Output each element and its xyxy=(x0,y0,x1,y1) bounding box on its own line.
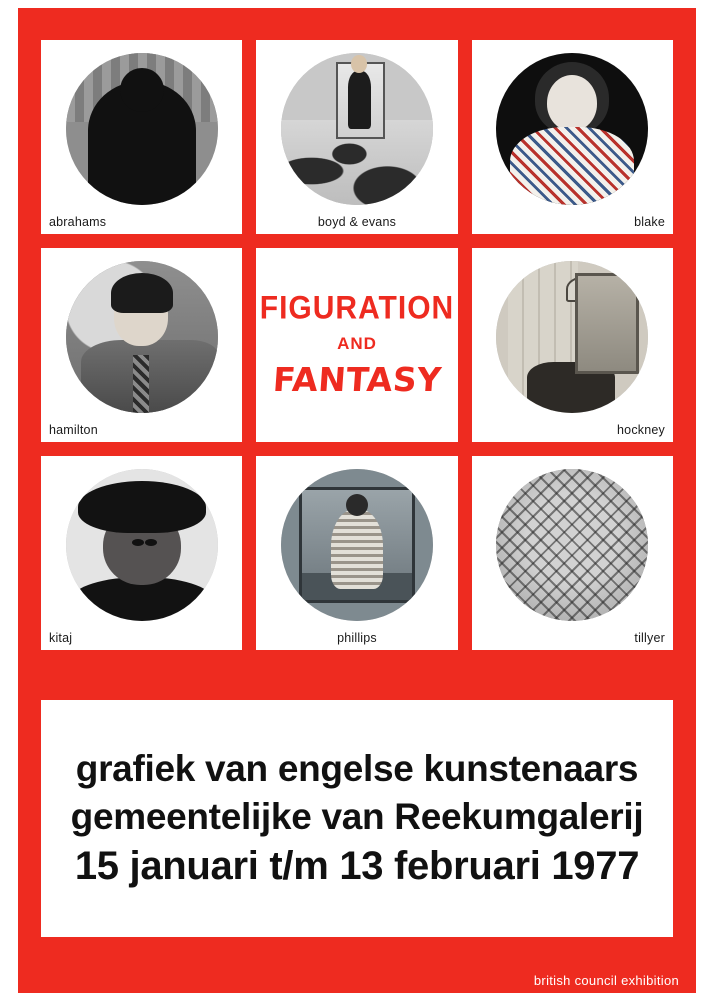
artwork-image-blake xyxy=(496,53,648,205)
artwork-abrahams-illustration xyxy=(66,53,218,205)
tie-shape xyxy=(133,355,149,413)
artwork-cell-hamilton xyxy=(41,248,242,442)
artwork-grid xyxy=(41,40,673,650)
artwork-image-hockney xyxy=(496,261,648,413)
artist-caption-kitaj: kitaj xyxy=(49,631,73,645)
artwork-kitaj-illustration xyxy=(66,469,218,621)
artwork-cell-abrahams xyxy=(41,40,242,234)
artwork-image-boyd-evans xyxy=(281,53,433,205)
hat-shape xyxy=(78,481,206,533)
info-line-venue: gemeentelijke van Reekumgalerij xyxy=(70,796,644,837)
face-shape xyxy=(547,75,597,131)
artwork-cell-tillyer xyxy=(472,456,673,650)
artist-caption-tillyer: tillyer xyxy=(634,631,665,645)
artwork-blake-illustration xyxy=(496,53,648,205)
artist-caption-boyd-evans: boyd & evans xyxy=(317,215,397,229)
artwork-cell-hockney xyxy=(472,248,673,442)
title-line-figuration: FIGURATION xyxy=(259,290,455,326)
artwork-image-tillyer xyxy=(496,469,648,621)
lamp-shape xyxy=(566,276,604,302)
artwork-image-hamilton xyxy=(66,261,218,413)
artwork-image-kitaj xyxy=(66,469,218,621)
artwork-cell-boyd-evans xyxy=(256,40,457,234)
artwork-boyd-evans-illustration xyxy=(281,53,433,205)
artwork-cell-blake xyxy=(472,40,673,234)
exhibition-info-panel xyxy=(41,700,673,937)
artist-caption-blake: blake xyxy=(634,215,665,229)
foreground-dark-shape xyxy=(527,362,615,414)
standing-figure-shape xyxy=(348,71,371,129)
patterned-dress-shape xyxy=(510,127,634,205)
artwork-phillips-illustration xyxy=(281,469,433,621)
artwork-cell-phillips xyxy=(256,456,457,650)
artist-caption-hockney: hockney xyxy=(617,423,665,437)
red-accent-shape xyxy=(601,348,627,374)
artist-caption-hamilton: hamilton xyxy=(49,423,98,437)
eye-shape-left xyxy=(132,539,144,546)
figure-in-dress-shape xyxy=(331,509,383,589)
artist-caption-phillips: phillips xyxy=(337,631,377,645)
artwork-image-phillips xyxy=(281,469,433,621)
artist-caption-abrahams: abrahams xyxy=(49,215,107,229)
suit-shape xyxy=(81,340,218,413)
title-line-and: AND xyxy=(337,333,377,353)
info-line-dates: 15 januari t/m 13 februari 1977 xyxy=(74,844,640,888)
artwork-tillyer-illustration xyxy=(496,469,648,621)
poster-title-cell xyxy=(256,248,457,442)
artwork-hamilton-illustration xyxy=(66,261,218,413)
title-line-fantasy: FANTASY xyxy=(271,359,443,399)
artwork-image-abrahams xyxy=(66,53,218,205)
silhouette-head-shape xyxy=(120,68,164,112)
hair-shape xyxy=(111,273,173,313)
artwork-cell-kitaj xyxy=(41,456,242,650)
artwork-hockney-illustration xyxy=(496,261,648,413)
organizer-credit: british council exhibition xyxy=(533,973,679,988)
info-line-subject: grafiek van engelse kunstenaars xyxy=(75,748,639,789)
eye-shape-right xyxy=(145,539,157,546)
